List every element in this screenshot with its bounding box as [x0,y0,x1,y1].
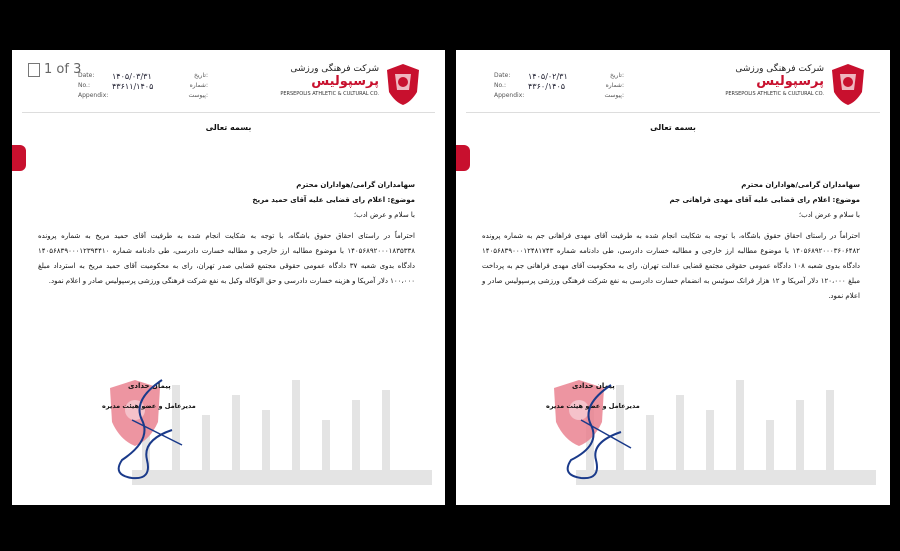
club-name-top: شرکت فرهنگی ورزشی [735,64,824,74]
signer-name: پیمان حدادی [572,382,615,390]
letter-meta: Date: ۱۴۰۵/۰۲/۳۱ تاریخ: No.: ۴۳۶۰/۱۴۰۵ شماره: Appendix: پیوست: [494,72,624,99]
club-name: پرسپولیس [311,74,379,89]
letter-body [482,178,860,304]
header-divider [466,112,880,113]
persepolis-logo-icon [828,62,868,106]
letter-page-1 [12,50,445,505]
salutation: سهامداران گرامی/هواداران محترم [741,181,860,189]
side-tab-mark [456,145,470,171]
basmala: بسمه تعالی [650,123,696,132]
letter-page-2 [456,50,890,505]
header-divider [22,112,435,113]
signature-block [546,360,656,500]
page-icon [28,63,40,77]
subject: موضوع: اعلام رای قضایی علیه آقای حمید مریخ [252,196,415,204]
letter-body [38,178,415,289]
subject: موضوع: اعلام رای قضایی علیه آقای مهدی فراهانی جم [669,196,860,204]
handwritten-signature [102,360,212,500]
club-name-en: PERSEPOLIS ATHLETIC & CULTURAL CO. [280,91,379,97]
persepolis-logo-icon [383,62,423,106]
handwritten-signature [546,360,656,500]
greeting: با سلام و عرض ادب؛ [798,211,860,219]
date-value: ۱۴۰۵/۰۲/۳۱ [528,72,568,81]
letter-meta: Date: ۱۴۰۵/۰۳/۳۱ تاریخ: No.: ۴۳۶۱۱/۱۴۰۵ شماره: Appendix: پیوست: [78,72,208,99]
signer-title: مدیرعامل و عضو هیئت مدیره [546,402,640,410]
letter-paragraph: احتراماً در راستای احقاق حقوق باشگاه، با توجه به شکایت انجام شده به طرفیت آقای مهدی فراهانی جم به شماره پرونده ۱۴۰۵۶۸۹۲۰۰۰۳۶۰۶۴۸۲ با موضوع مطالبه ارز خارجی و مطالبه خسارت دادرسی، طی دادنامه شماره ۱۴۰۵۶۸۳۹۰۰۰۱۲۴۸۱۷۴۳ دادگاه بدوی شعبه ۱۰۸ دادگاه عمومی حقوقی مجتمع قضایی عدالت تهران، رای به محکومیت آقای مهدی فراهانی جم به پرداخت مبلغ ۱۲۰،۰۰۰ دلار آمریکا و ۱۲ هزار فرانک سوئیس به انضمام خسارت دادرسی به نفع شرکت فرهنگی ورزشی پرسپولیس صادر و اعلام نمود. [482,232,861,300]
club-name-en: PERSEPOLIS ATHLETIC & CULTURAL CO. [725,91,824,97]
number-value: ۴۳۶۰/۱۴۰۵ [528,82,566,91]
side-tab-mark [12,145,26,171]
signature-block [102,360,212,500]
greeting: با سلام و عرض ادب؛ [353,211,415,219]
club-name-top: شرکت فرهنگی ورزشی [290,64,379,74]
letter-paragraph: احتراماً در راستای احقاق حقوق باشگاه، با توجه به شکایت انجام شده به طرفیت آقای حمید مریخ به شماره پرونده ۱۴۰۵۶۸۹۲۰۰۰۱۸۳۵۳۳۸ با موضوع مطالبه ارز خارجی و مطالبه خسارت دادرسی، طی دادنامه شماره ۱۴۰۵۶۸۳۹۰۰۰۱۲۳۹۴۴۱۰ دادگاه بدوی شعبه ۳۷ دادگاه عمومی حقوقی مجتمع قضایی صدر تهران، رای به محکومیت آقای حمید مریخ به استرداد مبلغ ۱۰۰،۰۰۰ دلار آمریکا و هزینه خسارت دادرسی و حق الوکاله وکیل به نفع شرکت فرهنگی ورزشی پرسپولیس صادر و اعلام نمود. [38,232,415,285]
signer-name: پیمان حدادی [128,382,171,390]
salutation: سهامداران گرامی/هواداران محترم [296,181,415,189]
signer-title: مدیرعامل و عضو هیئت مدیره [102,402,196,410]
date-value: ۱۴۰۵/۰۳/۳۱ [112,72,152,81]
page-indicator: 1 of 3 [28,62,81,77]
club-name: پرسپولیس [756,74,824,89]
number-value: ۴۳۶۱۱/۱۴۰۵ [112,82,154,91]
basmala: بسمه تعالی [205,123,252,132]
